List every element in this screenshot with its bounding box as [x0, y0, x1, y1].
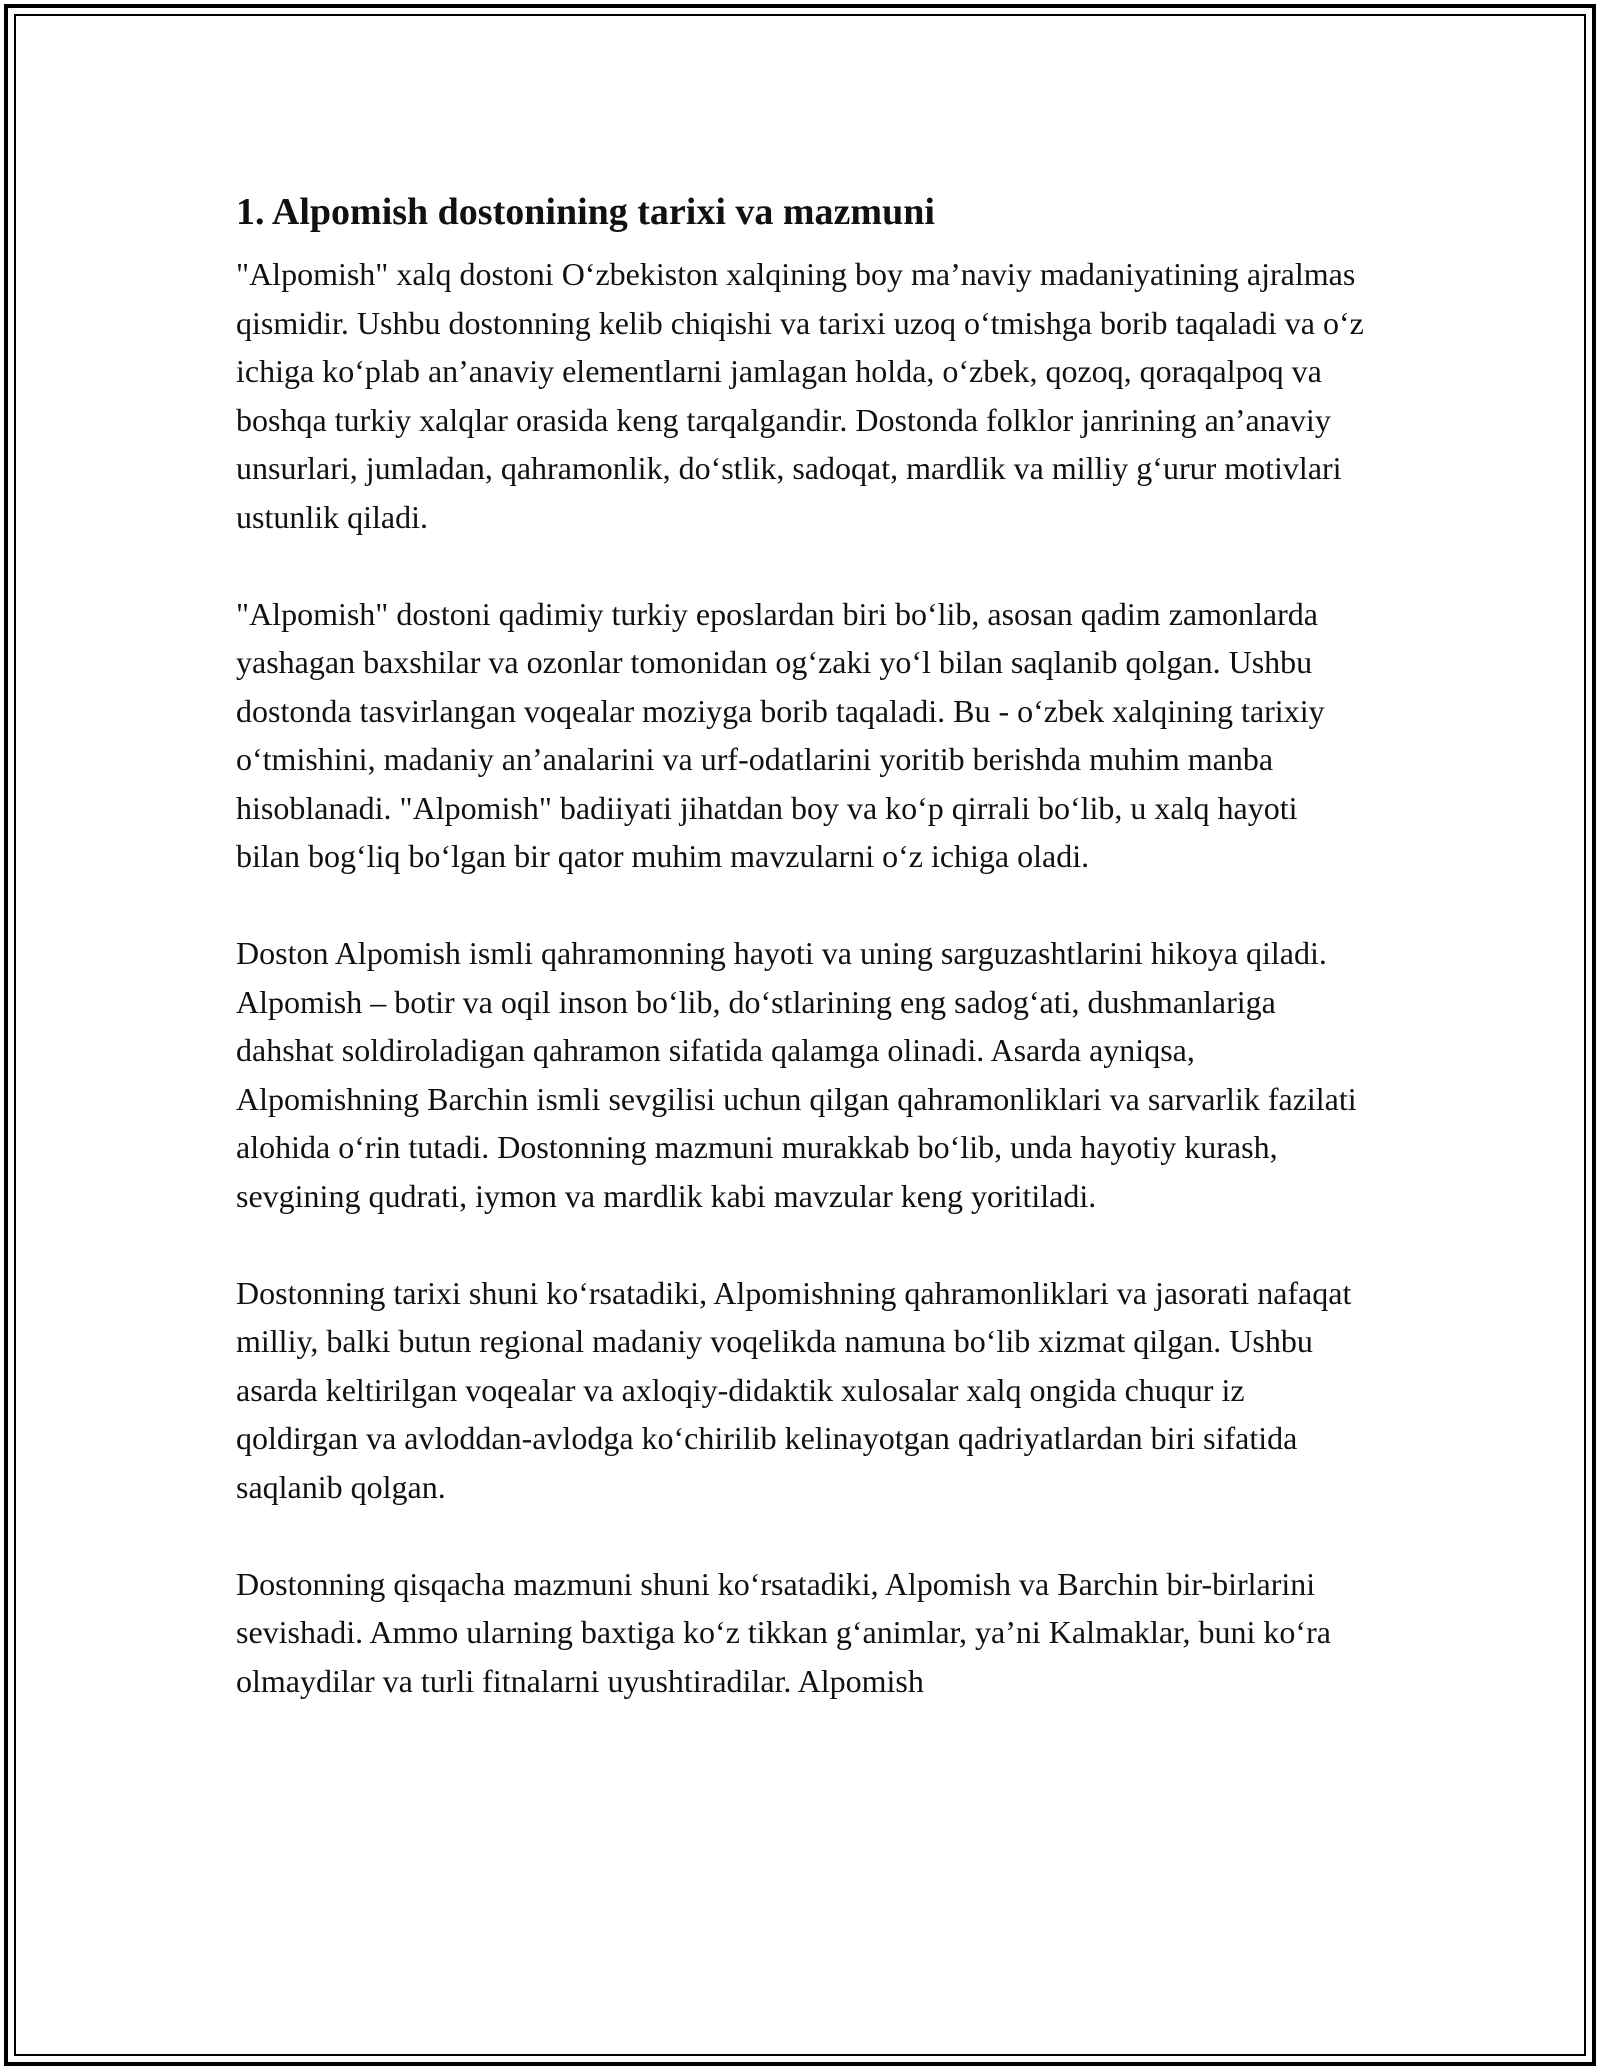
paragraph-4: Dostonning tarixi shuni ko‘rsatadiki, Alpomishning qahramonliklari va jasorati nafaqat milliy, balki butun regional madaniy voqelikda namuna bo‘lib xizmat qilgan. Ushbu asarda keltirilgan voqealar va axloqiy-didaktik xulosalar xalq ongida chuqur iz qoldirgan va avloddan-avlodga ko‘chirilib kelinayotgan qadriyatlardan biri sifatida saqlanib qolgan. — [236, 1274, 1352, 1505]
paragraph-1: "Alpomish" xalq dostoni O‘zbekiston xalqining boy ma’naviy madaniyatining ajralmas qismidir. Ushbu dostonning kelib chiqishi va tarixi uzoq o‘tmishga borib taqaladi va o‘z ichiga ko‘plab an’anaviy elementlarni jamlagan holda, o‘zbek, qozoq, qoraqalpoq va boshqa turkiy xalqlar orasida keng tarqalgandir. Dostonda folklor janrining an’anaviy unsurlari, jumladan, qahramonlik, do‘stlik, sadoqat, mardlik va milliy g‘urur motivlari ustunlik qiladi. — [236, 256, 1364, 535]
paragraph-5: Dostonning qisqacha mazmuni shuni ko‘rsatadiki, Alpomish va Barchin bir-birlarini sevishadi. Ammo ularning baxtiga ko‘z tikkan g‘animlar, ya’ni Kalmaklar, buni ko‘ra olmaydilar va turli fitnalarni uyushtiradilar. Alpomish — [236, 1565, 1331, 1699]
paragraph-2: "Alpomish" dostoni qadimiy turkiy eposlardan biri bo‘lib, asosan qadim zamonlarda yashagan baxshilar va ozonlar tomonidan og‘zaki yo‘l bilan saqlanib qolgan. Ushbu dostonda tasvirlangan voqealar moziyga borib taqaladi. Bu - o‘zbek xalqining tarixiy o‘tmishini, madaniy an’analarini va urf-odatlarini yoritib berishda muhim manba hisoblanadi. "Alpomish" badiiyati jihatdan boy va ko‘p qirrali bo‘lib, u xalq hayoti bilan bog‘liq bo‘lgan bir qator muhim mavzularni o‘z ichiga oladi. — [236, 595, 1325, 874]
document-body — [236, 186, 1366, 1705]
paragraph-3: Doston Alpomish ismli qahramonning hayoti va uning sarguzashtlarini hikoya qiladi. Alpomish – botir va oqil inson bo‘lib, do‘stlarining eng sadog‘ati, dushmanlariga dahshat soldiroladigan qahramon sifatida qalamga olinadi. Asarda ayniqsa, Alpomishning Barchin ismli sevgilisi uchun qilgan qahramonliklari va sarvarlik fazilati alohida o‘rin tutadi. Dostonning mazmuni murakkab bo‘lib, unda hayotiy kurash, sevgining qudrati, iymon va mardlik kabi mavzular keng yoritiladi. — [236, 935, 1357, 1214]
section-heading: 1. Alpomish dostonining tarixi va mazmuni — [236, 191, 935, 233]
